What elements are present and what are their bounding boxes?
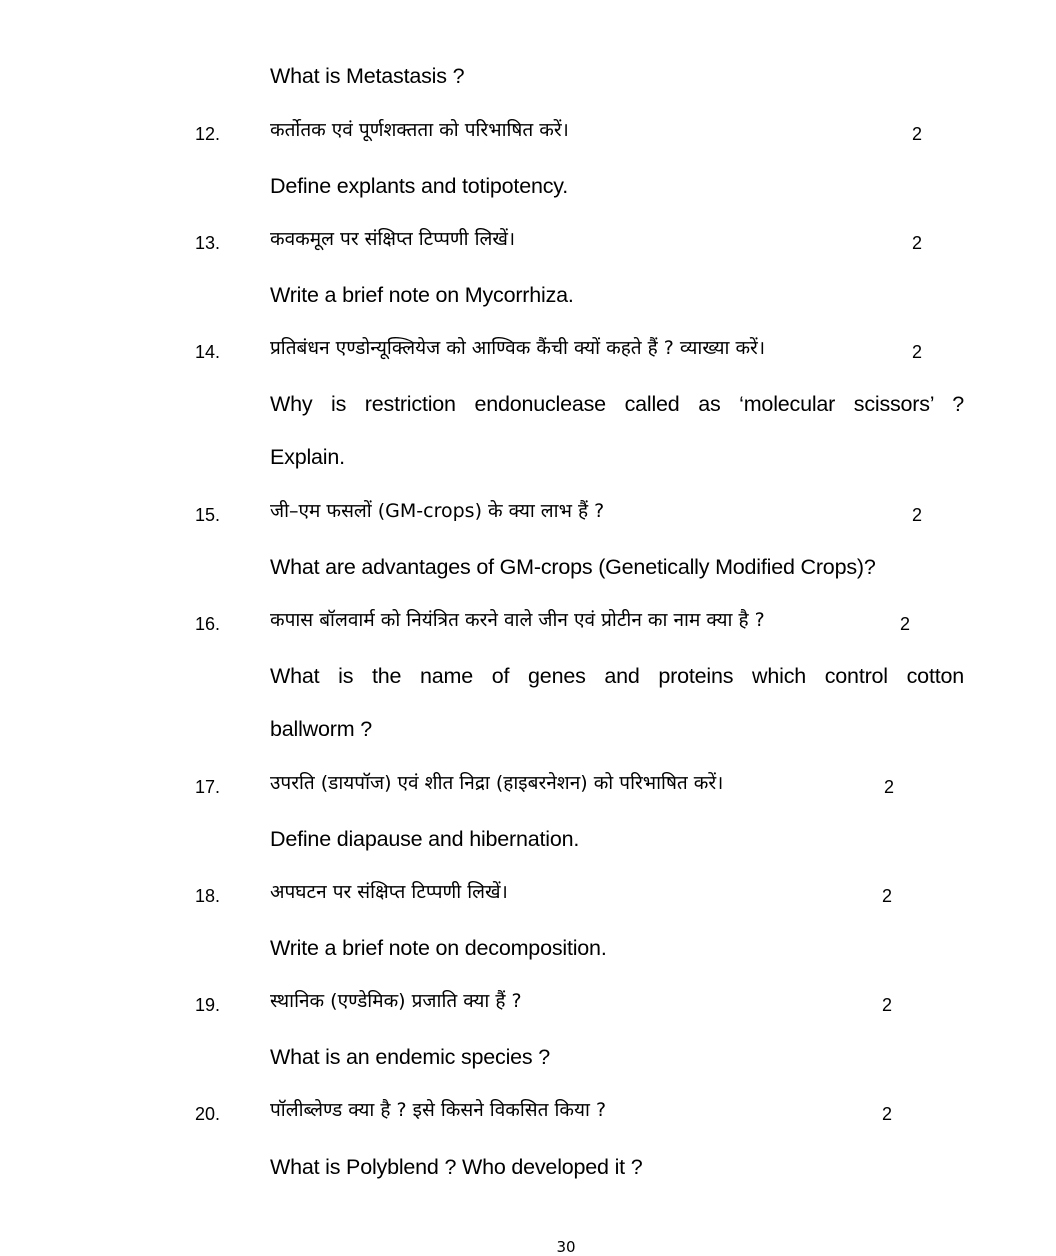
question-hindi: कपास बॉलवार्म को नियंत्रित करने वाले जीन एवं प्रोटीन का नाम क्या है ? bbox=[270, 609, 765, 631]
question-hindi: जी–एम फसलों (GM-crops) के क्या लाभ हैं ? bbox=[270, 500, 605, 522]
carryover-english: What is Metastasis ? bbox=[270, 64, 465, 88]
question-hindi: अपघटन पर संक्षिप्त टिप्पणी लिखें। bbox=[270, 881, 508, 903]
question-marks: 2 bbox=[912, 124, 923, 144]
question-english-continued: ballworm ? bbox=[270, 717, 372, 741]
question-english-continued: Explain. bbox=[270, 445, 345, 469]
question-number: 12. bbox=[195, 124, 221, 144]
question-marks: 2 bbox=[882, 995, 893, 1015]
question-english: What is an endemic species ? bbox=[270, 1045, 551, 1069]
question-english: Write a brief note on decomposition. bbox=[270, 936, 607, 960]
question-hindi: स्थानिक (एण्डेमिक) प्रजाति क्या हैं ? bbox=[270, 990, 522, 1012]
question-hindi: कर्तोतक एवं पूर्णशक्तता को परिभाषित करें। bbox=[270, 119, 569, 141]
question-number: 19. bbox=[195, 995, 221, 1015]
question-marks: 2 bbox=[882, 1104, 893, 1124]
question-english: Why is restriction endonuclease called as ‘molecular scissors’ ? bbox=[270, 392, 964, 416]
question-number: 15. bbox=[195, 505, 221, 525]
question-english: What is the name of genes and proteins which control cotton bbox=[270, 664, 964, 688]
question-english: What is Polyblend ? Who developed it ? bbox=[270, 1155, 643, 1179]
question-hindi: पॉलीब्लेण्ड क्या है ? इसे किसने विकसित किया ? bbox=[270, 1099, 607, 1121]
question-hindi: कवकमूल पर संक्षिप्त टिप्पणी लिखें। bbox=[270, 228, 516, 250]
question-marks: 2 bbox=[900, 614, 911, 634]
question-number: 14. bbox=[195, 342, 221, 362]
question-english: What are advantages of GM-crops (Genetically Modified Crops)? bbox=[270, 555, 876, 579]
question-marks: 2 bbox=[912, 342, 923, 362]
question-english: Define diapause and hibernation. bbox=[270, 827, 580, 851]
question-number: 16. bbox=[195, 614, 221, 634]
question-marks: 2 bbox=[912, 233, 923, 253]
question-english: Write a brief note on Mycorrhiza. bbox=[270, 283, 574, 307]
question-marks: 2 bbox=[882, 886, 893, 906]
question-hindi: उपरति (डायपॉज) एवं शीत निद्रा (हाइबरनेशन) को परिभाषित करें। bbox=[270, 772, 724, 794]
question-hindi: प्रतिबंधन एण्डोन्यूक्लियेज को आण्विक कैंची क्यों कहते हैं ? व्याख्या करें। bbox=[270, 337, 766, 359]
question-marks: 2 bbox=[884, 777, 895, 797]
question-english: Define explants and totipotency. bbox=[270, 174, 568, 198]
question-number: 18. bbox=[195, 886, 221, 906]
page-number: 30 bbox=[556, 1238, 576, 1256]
question-number: 13. bbox=[195, 233, 221, 253]
question-number: 17. bbox=[195, 777, 221, 797]
question-number: 20. bbox=[195, 1104, 221, 1124]
question-marks: 2 bbox=[912, 505, 923, 525]
